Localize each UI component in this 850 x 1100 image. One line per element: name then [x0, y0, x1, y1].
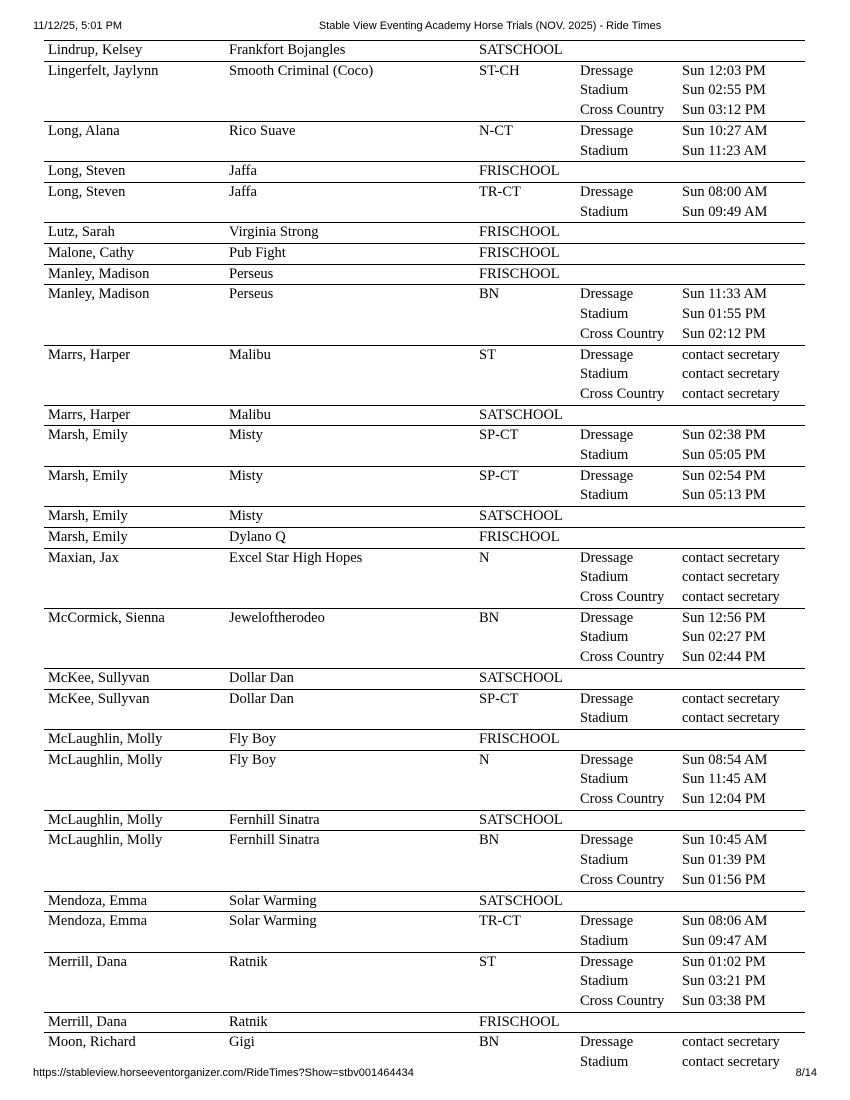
page-url: https://stableview.horseeventorganizer.com/RideTimes?Show=stbv001464434 — [33, 1067, 414, 1079]
rider-cell: Maxian, Jax — [48, 549, 119, 566]
horse-cell: Excel Star High Hopes — [229, 549, 363, 566]
time-cell — [678, 750, 805, 810]
phase-cell — [576, 285, 678, 345]
rider-cell: Lingerfelt, Jaylynn — [48, 62, 159, 79]
table-row — [44, 345, 805, 405]
phase-name: Dressage — [580, 286, 634, 303]
phase-cell — [576, 61, 678, 121]
phase-name: Cross Country — [580, 325, 665, 342]
horse-cell: Fly Boy — [229, 751, 277, 768]
phase-name: Dressage — [580, 427, 634, 444]
phase-cell — [576, 405, 678, 426]
phase-time: Sun 01:56 PM — [682, 871, 766, 888]
phase-cell — [576, 507, 678, 528]
rider-cell: Marsh, Emily — [48, 508, 128, 525]
division-cell: FRISCHOOL — [479, 1013, 560, 1030]
phase-cell — [576, 729, 678, 750]
phase-name: Stadium — [580, 771, 629, 788]
phase-time: Sun 03:12 PM — [682, 102, 766, 119]
phase-cell — [576, 810, 678, 831]
phase-name: Cross Country — [580, 385, 665, 402]
table-row — [44, 527, 805, 548]
phase-name: Cross Country — [580, 993, 665, 1010]
horse-cell: Frankfort Bojangles — [229, 42, 346, 58]
table-row — [44, 952, 805, 1012]
time-cell — [678, 345, 805, 405]
division-cell: N-CT — [479, 122, 513, 139]
phase-cell — [576, 264, 678, 285]
phase-time: contact secretary — [682, 1054, 780, 1071]
phase-cell — [576, 831, 678, 891]
division-cell: SATSCHOOL — [479, 508, 563, 525]
phase-time: contact secretary — [682, 549, 780, 566]
phase-time: Sun 01:02 PM — [682, 953, 766, 970]
phase-cell — [576, 1033, 678, 1073]
division-cell: FRISCHOOL — [479, 245, 560, 262]
rider-cell: McCormick, Sienna — [48, 609, 165, 626]
phase-time: contact secretary — [682, 569, 780, 586]
time-cell — [678, 527, 805, 548]
horse-cell: Gigi — [229, 1034, 255, 1051]
phase-time: Sun 03:21 PM — [682, 973, 766, 990]
phase-time: Sun 10:27 AM — [682, 122, 768, 139]
horse-cell: Ratnik — [229, 1013, 268, 1030]
rider-cell: Merrill, Dana — [48, 953, 127, 970]
time-cell — [678, 466, 805, 506]
phase-name: Stadium — [580, 569, 629, 586]
rider-cell: Manley, Madison — [48, 265, 150, 282]
table-row — [44, 891, 805, 912]
division-cell: FRISCHOOL — [479, 163, 560, 180]
page-number: 8/14 — [795, 1067, 817, 1079]
horse-cell: Misty — [229, 508, 263, 525]
phase-name: Dressage — [580, 122, 634, 139]
phase-time: Sun 08:06 AM — [682, 913, 768, 930]
division-cell: ST — [479, 953, 496, 970]
horse-cell: Solar Warming — [229, 892, 317, 909]
phase-name: Dressage — [580, 467, 634, 484]
phase-cell — [576, 182, 678, 222]
horse-cell: Dollar Dan — [229, 690, 294, 707]
phase-time: Sun 01:55 PM — [682, 306, 766, 323]
phase-cell — [576, 750, 678, 810]
phase-name: Cross Country — [580, 102, 665, 119]
phase-name: Dressage — [580, 1034, 634, 1051]
phase-cell — [576, 426, 678, 466]
phase-time: Sun 11:45 AM — [682, 771, 767, 788]
horse-cell: Solar Warming — [229, 913, 317, 930]
phase-cell — [576, 608, 678, 668]
horse-cell: Pub Fight — [229, 245, 286, 262]
table-row — [44, 223, 805, 244]
phase-name: Dressage — [580, 953, 634, 970]
division-cell: ST-CH — [479, 62, 520, 79]
phase-name: Dressage — [580, 549, 634, 566]
phase-time: Sun 08:00 AM — [682, 183, 768, 200]
phase-cell — [576, 891, 678, 912]
phase-cell — [576, 223, 678, 244]
time-cell — [678, 1033, 805, 1073]
rider-cell: Moon, Richard — [48, 1034, 136, 1051]
table-row — [44, 41, 805, 62]
time-cell — [678, 121, 805, 161]
horse-cell: Dollar Dan — [229, 669, 294, 686]
horse-cell: Virginia Strong — [229, 224, 319, 241]
division-cell: ST — [479, 346, 496, 363]
phase-time: contact secretary — [682, 588, 780, 605]
time-cell — [678, 182, 805, 222]
print-datetime: 11/12/25, 5:01 PM — [33, 20, 123, 32]
phase-cell — [576, 41, 678, 62]
horse-cell: Fly Boy — [229, 730, 277, 747]
phase-time: Sun 11:33 AM — [682, 286, 767, 303]
phase-name: Dressage — [580, 609, 634, 626]
time-cell — [678, 608, 805, 668]
time-cell — [678, 952, 805, 1012]
table-row — [44, 831, 805, 891]
time-cell — [678, 810, 805, 831]
table-row — [44, 244, 805, 265]
division-cell: SATSCHOOL — [479, 669, 563, 686]
phase-name: Cross Country — [580, 588, 665, 605]
rider-cell: Marrs, Harper — [48, 406, 131, 423]
division-cell: FRISCHOOL — [479, 730, 560, 747]
table-row — [44, 121, 805, 161]
division-cell: TR-CT — [479, 183, 521, 200]
table-row — [44, 810, 805, 831]
horse-cell: Rico Suave — [229, 122, 296, 139]
rider-cell: Marrs, Harper — [48, 346, 131, 363]
phase-name: Dressage — [580, 913, 634, 930]
phase-time: Sun 09:49 AM — [682, 203, 768, 220]
phase-cell — [576, 912, 678, 952]
phase-time: Sun 03:38 PM — [682, 993, 766, 1010]
table-row — [44, 548, 805, 608]
phase-time: Sun 12:03 PM — [682, 62, 766, 79]
horse-cell: Smooth Criminal (Coco) — [229, 62, 374, 79]
phase-name: Dressage — [580, 751, 634, 768]
rider-cell: Marsh, Emily — [48, 528, 128, 545]
division-cell: TR-CT — [479, 913, 521, 930]
phase-time: Sun 02:54 PM — [682, 467, 766, 484]
table-row — [44, 285, 805, 345]
phase-name: Stadium — [580, 710, 629, 727]
phase-name: Stadium — [580, 366, 629, 383]
rider-cell: Manley, Madison — [48, 286, 150, 303]
time-cell — [678, 1012, 805, 1033]
horse-cell: Malibu — [229, 406, 271, 423]
time-cell — [678, 61, 805, 121]
phase-cell — [576, 121, 678, 161]
division-cell: SP-CT — [479, 467, 519, 484]
phase-name: Cross Country — [580, 649, 665, 666]
horse-cell: Fernhill Sinatra — [229, 811, 320, 828]
horse-cell: Fernhill Sinatra — [229, 832, 320, 849]
division-cell: BN — [479, 832, 500, 849]
time-cell — [678, 831, 805, 891]
horse-cell: Dylano Q — [229, 528, 286, 545]
table-row — [44, 405, 805, 426]
phase-name: Stadium — [580, 82, 629, 99]
phase-cell — [576, 466, 678, 506]
phase-name: Dressage — [580, 183, 634, 200]
rider-cell: Marsh, Emily — [48, 427, 128, 444]
time-cell — [678, 405, 805, 426]
phase-time: contact secretary — [682, 346, 780, 363]
table-row — [44, 264, 805, 285]
rider-cell: McLaughlin, Molly — [48, 832, 163, 849]
phase-time: contact secretary — [682, 1034, 780, 1051]
phase-time: contact secretary — [682, 710, 780, 727]
table-row — [44, 61, 805, 121]
time-cell — [678, 548, 805, 608]
phase-time: Sun 12:04 PM — [682, 791, 766, 808]
time-cell — [678, 264, 805, 285]
rider-cell: Merrill, Dana — [48, 1013, 127, 1030]
phase-name: Stadium — [580, 852, 629, 869]
division-cell: BN — [479, 1034, 500, 1051]
division-cell: N — [479, 549, 490, 566]
table-row — [44, 466, 805, 506]
table-row — [44, 426, 805, 466]
horse-cell: Perseus — [229, 286, 274, 303]
ride-times-body — [44, 41, 805, 1073]
table-row — [44, 912, 805, 952]
phase-time: Sun 02:12 PM — [682, 325, 766, 342]
division-cell: FRISCHOOL — [479, 265, 560, 282]
rider-cell: Long, Alana — [48, 122, 120, 139]
phase-time: contact secretary — [682, 690, 780, 707]
rider-cell: Lutz, Sarah — [48, 224, 115, 241]
phase-time: Sun 10:45 AM — [682, 832, 768, 849]
phase-name: Stadium — [580, 306, 629, 323]
phase-time: Sun 08:54 AM — [682, 751, 768, 768]
phase-name: Dressage — [580, 346, 634, 363]
phase-time: Sun 02:44 PM — [682, 649, 766, 666]
division-cell: SATSCHOOL — [479, 406, 563, 423]
time-cell — [678, 689, 805, 729]
phase-name: Cross Country — [580, 871, 665, 888]
ride-times-table — [44, 40, 805, 1073]
rider-cell: Long, Steven — [48, 183, 126, 200]
division-cell: BN — [479, 609, 500, 626]
horse-cell: Jaffa — [229, 163, 257, 180]
table-row — [44, 689, 805, 729]
rider-cell: Malone, Cathy — [48, 245, 135, 262]
horse-cell: Ratnik — [229, 953, 268, 970]
horse-cell: Jaffa — [229, 183, 257, 200]
time-cell — [678, 244, 805, 265]
phase-cell — [576, 345, 678, 405]
time-cell — [678, 162, 805, 183]
table-row — [44, 1012, 805, 1033]
phase-time: Sun 11:23 AM — [682, 142, 767, 159]
rider-cell: McLaughlin, Molly — [48, 730, 163, 747]
phase-time: Sun 01:39 PM — [682, 852, 766, 869]
time-cell — [678, 41, 805, 62]
phase-name: Dressage — [580, 832, 634, 849]
phase-name: Stadium — [580, 1054, 629, 1071]
division-cell: SP-CT — [479, 427, 519, 444]
rider-cell: Lindrup, Kelsey — [48, 42, 143, 58]
phase-name: Stadium — [580, 973, 629, 990]
table-row — [44, 507, 805, 528]
phase-time: Sun 02:55 PM — [682, 82, 766, 99]
rider-cell: Long, Steven — [48, 163, 126, 180]
phase-cell — [576, 1012, 678, 1033]
time-cell — [678, 285, 805, 345]
rider-cell: McLaughlin, Molly — [48, 751, 163, 768]
phase-name: Stadium — [580, 629, 629, 646]
phase-cell — [576, 162, 678, 183]
horse-cell: Perseus — [229, 265, 274, 282]
phase-cell — [576, 244, 678, 265]
phase-time: Sun 05:13 PM — [682, 487, 766, 504]
table-row — [44, 608, 805, 668]
time-cell — [678, 891, 805, 912]
rider-cell: McKee, Sullyvan — [48, 690, 150, 707]
phase-cell — [576, 548, 678, 608]
phase-time: Sun 09:47 AM — [682, 932, 768, 949]
phase-name: Dressage — [580, 62, 634, 79]
division-cell: SATSCHOOL — [479, 892, 563, 909]
phase-name: Stadium — [580, 447, 629, 464]
phase-name: Stadium — [580, 487, 629, 504]
rider-cell: Mendoza, Emma — [48, 892, 148, 909]
table-row — [44, 162, 805, 183]
division-cell: N — [479, 751, 490, 768]
division-cell: SATSCHOOL — [479, 811, 563, 828]
division-cell: SP-CT — [479, 690, 519, 707]
phase-cell — [576, 952, 678, 1012]
phase-time: Sun 02:38 PM — [682, 427, 766, 444]
division-cell: BN — [479, 286, 500, 303]
table-row — [44, 668, 805, 689]
phase-name: Stadium — [580, 932, 629, 949]
division-cell: SATSCHOOL — [479, 42, 563, 58]
phase-time: contact secretary — [682, 385, 780, 402]
horse-cell: Misty — [229, 467, 263, 484]
phase-cell — [576, 668, 678, 689]
rider-cell: Marsh, Emily — [48, 467, 128, 484]
phase-name: Cross Country — [580, 791, 665, 808]
rider-cell: McKee, Sullyvan — [48, 669, 150, 686]
time-cell — [678, 729, 805, 750]
time-cell — [678, 223, 805, 244]
rider-cell: Mendoza, Emma — [48, 913, 148, 930]
phase-name: Stadium — [580, 142, 629, 159]
rider-cell: McLaughlin, Molly — [48, 811, 163, 828]
division-cell: FRISCHOOL — [479, 528, 560, 545]
phase-time: Sun 02:27 PM — [682, 629, 766, 646]
table-row — [44, 182, 805, 222]
time-cell — [678, 426, 805, 466]
phase-name: Stadium — [580, 203, 629, 220]
phase-name: Dressage — [580, 690, 634, 707]
time-cell — [678, 507, 805, 528]
division-cell: FRISCHOOL — [479, 224, 560, 241]
horse-cell: Malibu — [229, 346, 271, 363]
time-cell — [678, 668, 805, 689]
horse-cell: Jeweloftherodeo — [229, 609, 325, 626]
phase-time: Sun 05:05 PM — [682, 447, 766, 464]
horse-cell: Misty — [229, 427, 263, 444]
time-cell — [678, 912, 805, 952]
page-title: Stable View Eventing Academy Horse Trials (NOV. 2025) - Ride Times — [318, 20, 662, 32]
table-row — [44, 750, 805, 810]
phase-time: Sun 12:56 PM — [682, 609, 766, 626]
phase-time: contact secretary — [682, 366, 780, 383]
phase-cell — [576, 527, 678, 548]
phase-cell — [576, 689, 678, 729]
table-row — [44, 729, 805, 750]
